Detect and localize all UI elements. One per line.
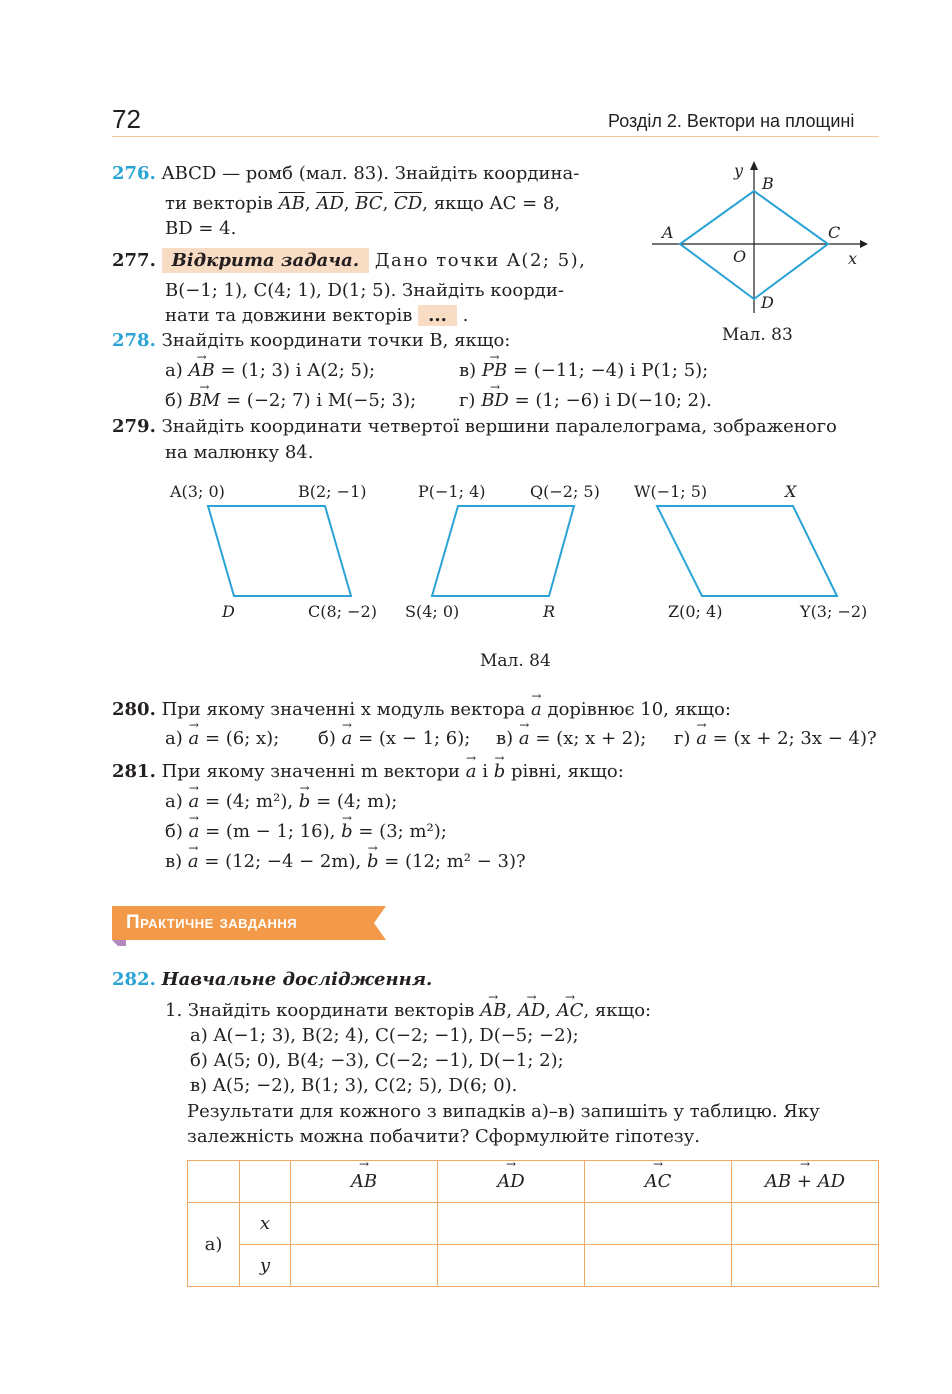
vector-label: → AB: [480, 998, 506, 1024]
label-c: C(8; −2): [308, 602, 377, 621]
problem-278-a: а) → AB = (1; 3) і A(2; 5);: [165, 358, 375, 384]
problem-281: 281. При якому значенні m вектори → a і → b рівні, якщо:: [112, 759, 624, 785]
table-cell[interactable]: [585, 1245, 732, 1287]
header-rule: [112, 136, 879, 137]
table-cell: [240, 1161, 291, 1203]
problem-280-v: в) → a = (x; x + 2);: [496, 726, 646, 752]
vector-label: → a: [519, 726, 530, 752]
coord-label: y: [240, 1245, 291, 1287]
label-a: A(3; 0): [170, 482, 225, 501]
vector-label: → AB: [189, 358, 215, 384]
problem-text: При якому значенні m вектори: [161, 761, 460, 782]
table-cell[interactable]: [732, 1203, 879, 1245]
label-x: X: [785, 482, 797, 501]
label-b: B: [762, 174, 774, 193]
table-cell[interactable]: [291, 1245, 438, 1287]
vector-label: → BD: [481, 388, 509, 414]
problem-279: [112, 414, 837, 440]
vector-label: → a: [531, 697, 542, 723]
problem-number: 278.: [112, 330, 156, 351]
problem-280: [112, 697, 731, 723]
vector-label: $\overline{AB}$: [278, 193, 305, 214]
problem-number: 280.: [112, 699, 156, 720]
problem-text: дорівнює 10, якщо:: [547, 699, 731, 720]
problem-282-step1: 1. Знайдіть координати векторів → AB, → AD, → AC, якщо:: [165, 998, 651, 1024]
parallelogram-pqrs: [432, 506, 574, 596]
label-p: P(−1; 4): [418, 482, 486, 501]
label-y: y: [734, 161, 744, 180]
table-header: → AC: [585, 1161, 732, 1203]
parallelogram-abcd: [208, 506, 351, 596]
problem-279-line2: на малюнку 84.: [165, 442, 314, 463]
label-s: S(4; 0): [405, 602, 460, 621]
vector-label: $\overline{BC}$: [355, 193, 383, 214]
problem-280-b: б) → a = (x − 1; 6);: [318, 726, 470, 752]
table-row: [188, 1245, 879, 1287]
problem-282: [112, 967, 432, 993]
problem-277-line3: [165, 303, 468, 329]
case-b: б) A(5; 0), B(4; −3), C(−2; −1), D(−1; 2);: [190, 1050, 564, 1071]
table-row: [188, 1203, 879, 1245]
label-d: D: [761, 293, 774, 312]
row-label: а): [188, 1203, 240, 1287]
vector-label: → AD: [518, 998, 545, 1024]
problem-276-line3: BD = 4.: [165, 218, 237, 239]
problem-text: , якщо AC = 8,: [422, 193, 561, 214]
table-cell[interactable]: [438, 1203, 585, 1245]
label-q: Q(−2; 5): [530, 482, 600, 501]
parallelogram-wxyz: [657, 506, 837, 596]
problem-278: [112, 328, 510, 354]
problem-277: [112, 248, 586, 274]
label-b: B(2; −1): [298, 482, 367, 501]
problem-280-a: а) → a = (6; x);: [165, 726, 279, 752]
label-c: C: [828, 223, 841, 242]
vector-label: → a: [466, 759, 477, 785]
figure-84: [160, 476, 890, 636]
vector-label: → a: [189, 726, 200, 752]
result-text-1: Результати для кожного з випадків а)–в) запишіть у таблицю. Яку: [187, 1101, 820, 1122]
table-cell: [188, 1161, 240, 1203]
label-z: Z(0; 4): [668, 602, 723, 621]
problem-text: рівні, якщо:: [510, 761, 624, 782]
label-a: A: [662, 223, 674, 242]
vector-label: $\overline{AD}$: [316, 193, 344, 214]
problem-number: 281.: [112, 761, 156, 782]
problem-number: 277.: [112, 250, 156, 271]
vector-label: → PB: [482, 358, 507, 384]
label-x: x: [848, 249, 858, 268]
table-header-row: [188, 1161, 879, 1203]
problem-text: Знайдіть координати точки B, якщо:: [161, 330, 511, 351]
problem-281-a: а) → a = (4; m²), → b = (4; m);: [165, 789, 397, 815]
problem-278-v: в) → PB = (−11; −4) і P(1; 5);: [459, 358, 708, 384]
problem-text: Дано точки A(2; 5),: [374, 250, 587, 271]
blank-box: ...: [418, 305, 457, 326]
problem-text: ABCD — ромб (мал. 83). Знайдіть координа-: [161, 163, 580, 184]
problem-281-v: в) → a = (12; −4 − 2m), → b = (12; m² − 3)?: [165, 849, 526, 875]
page-number: 72: [112, 104, 141, 134]
label-d: D: [222, 602, 235, 621]
label-y: Y(3; −2): [800, 602, 868, 621]
banner-label: Практичне завдання: [126, 912, 298, 933]
case-a: а) A(−1; 3), B(2; 4), C(−2; −1), D(−5; −2);: [190, 1025, 579, 1046]
y-axis-arrow: [750, 161, 758, 170]
vector-label: → a: [342, 726, 353, 752]
figure-84-caption: Мал. 84: [480, 651, 551, 671]
table-header: → AB + AD: [732, 1161, 879, 1203]
problem-278-b: б) → BM = (−2; 7) і M(−5; 3);: [165, 388, 416, 414]
problem-text: .: [462, 305, 469, 326]
open-task-tag: Відкрита задача.: [162, 248, 370, 273]
table-cell[interactable]: [585, 1203, 732, 1245]
result-text-2: залежність можна побачити? Сформулюйте гіпотезу.: [187, 1126, 700, 1147]
problem-text: При якому значенні x модуль вектора: [161, 699, 526, 720]
problem-281-b: б) → a = (m − 1; 16), → b = (3; m²);: [165, 819, 447, 845]
vector-label: $\overline{CD}$: [394, 193, 423, 214]
problem-text: нати та довжини векторів: [165, 305, 413, 326]
vector-label: → b: [494, 759, 506, 785]
case-v: в) A(5; −2), B(1; 3), C(2; 5), D(6; 0).: [190, 1075, 518, 1096]
figure-83-caption: Мал. 83: [722, 325, 793, 345]
label-w: W(−1; 5): [634, 482, 708, 501]
figure-83: [650, 158, 875, 318]
problem-number: 279.: [112, 416, 156, 437]
problem-280-g: г) → a = (x + 2; 3x − 4)?: [674, 726, 877, 752]
problem-number: 276.: [112, 163, 156, 184]
problem-title: Навчальне дослідження.: [161, 969, 433, 990]
table-cell[interactable]: [438, 1245, 585, 1287]
problem-276: [112, 161, 579, 187]
label-r: R: [543, 602, 556, 621]
table-cell[interactable]: [732, 1245, 879, 1287]
problem-276-line2: ти векторів $\overline{AB}$, $\overline{AD}$, $\overline{BC}$, $\overline{CD}$, якщо AC = 8,: [165, 193, 561, 214]
table-header: → AD: [438, 1161, 585, 1203]
problem-278-g: г) → BD = (1; −6) і D(−10; 2).: [459, 388, 712, 414]
table-header: → AB: [291, 1161, 438, 1203]
label-o: O: [733, 247, 747, 266]
vector-label: → a: [696, 726, 707, 752]
results-table: [187, 1160, 879, 1287]
table-cell[interactable]: [291, 1203, 438, 1245]
section-title: Розділ 2. Вектори на площині: [608, 111, 855, 131]
problem-text: ти векторів: [165, 193, 273, 214]
coord-label: x: [240, 1203, 291, 1245]
problem-text: Знайдіть координати четвертої вершини паралелограма, зображеного: [161, 416, 837, 437]
vector-label: → BM: [189, 388, 221, 414]
problem-277-line2: B(−1; 1), C(4; 1), D(1; 5). Знайдіть коорди-: [165, 280, 564, 301]
x-axis-arrow: [860, 240, 868, 248]
banner-shadow: [112, 940, 126, 946]
vector-label: → AC: [557, 998, 584, 1024]
problem-number: 282.: [112, 969, 156, 990]
